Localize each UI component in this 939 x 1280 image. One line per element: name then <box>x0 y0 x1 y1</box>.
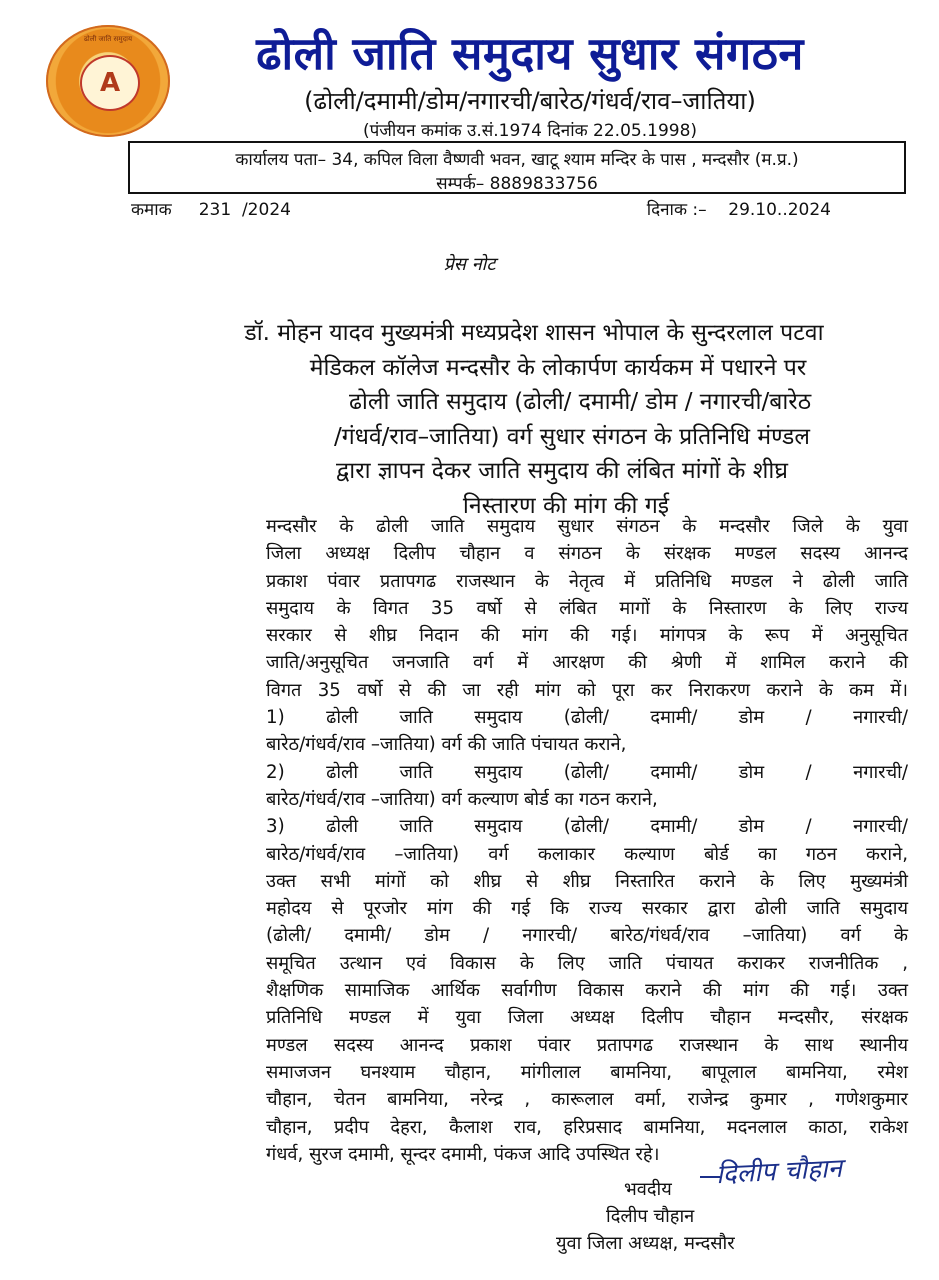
press-note-title: प्रेस नोट <box>443 254 496 275</box>
handwritten-signature: दिलीप चौहान <box>715 1153 843 1191</box>
body-line: चौहान, प्रदीप देहरा, कैलाश राव, हरिप्रसाद बामनिया, मदनलाल काठा, राकेश <box>266 1116 908 1138</box>
body-line: चौहान, चेतन बामनिया, नरेन्द्र , कारूलाल वर्मा, राजेन्द्र कुमार , गणेशकुमार <box>266 1089 908 1111</box>
list-item-continuation: बारेठ/गंधर्व/राव –जातिया) वर्ग की जाति पंचायत कराने, <box>266 734 627 756</box>
closing-salutation: भवदीय <box>624 1179 672 1200</box>
list-item-continuation: बारेठ/गंधर्व/राव –जातिया) वर्ग कल्याण बोर्ड का गठन कराने, <box>266 788 658 810</box>
reference-number: कमाक 231 /2024 <box>131 200 291 220</box>
list-item: 2) ढोली जाति समुदाय (ढोली/ दमामी/ डोम / नगारची/ <box>266 761 908 783</box>
headline-line: /गंधर्व/राव–जातिया) वर्ग सुधार संगठन के प्रतिनिधि मंण्डल <box>334 423 810 450</box>
reference-row <box>131 197 831 221</box>
body-line: गंधर्व, सुरज दमामी, सून्दर दमामी, पंकज आदि उपस्थित रहे। <box>266 1143 660 1165</box>
body-line: जाति/अनुसूचित जनजाति वर्ग में आरक्षण की श्रेणी में शामिल कराने की <box>266 652 908 674</box>
body-line: प्रतिनिधि मण्डल में युवा जिला अध्यक्ष दिलीप चौहान मन्दसौर, संरक्षक <box>266 1007 908 1029</box>
logo-emblem: A <box>80 55 140 111</box>
headline <box>160 316 908 523</box>
body-line: प्रकाश पंवार प्रतापगढ राजस्थान के नेतृत्व में प्रतिनिधि मण्डल ने ढोली जाति <box>266 570 908 592</box>
body-line: महोदय से पूरजोर मांग की गई कि राज्य सरकार द्वारा ढोली जाति समुदाय <box>266 898 908 920</box>
body-line: समुदाय के विगत 35 वर्षो से लंबित मागों के निस्तारण के लिए राज्य <box>266 597 908 619</box>
headline-line: ढोली जाति समुदाय (ढोली/ दमामी/ डोम / नगारची/बारेठ <box>348 389 812 415</box>
list-item: 1) ढोली जाति समुदाय (ढोली/ दमामी/ डोम / नगारची/ <box>266 707 908 729</box>
body-text <box>266 513 908 1168</box>
list-item: 3) ढोली जाति समुदाय (ढोली/ दमामी/ डोम / नगारची/ <box>266 816 908 838</box>
body-line: शैक्षणिक सामाजिक आर्थिक सर्वागीण विकास कराने की मांग की गई। उक्त <box>266 980 908 1002</box>
list-item-continuation: बारेठ/गंधर्व/राव –जातिया) वर्ग कलाकार कल्याण बोर्ड का गठन कराने, <box>266 843 908 865</box>
address-box <box>128 141 906 194</box>
body-line: मन्दसौर के ढोली जाति समुदाय सुधार संगठन के मन्दसौर जिले के युवा <box>266 516 908 537</box>
body-line: उक्त सभी मांगों को शीघ्र से शीघ्र निस्तारित कराने के लिए मुख्यमंत्री <box>266 870 908 892</box>
body-line: समूचित उत्थान एवं विकास के लिए जाति पंचायत कराकर राजनीतिक , <box>266 952 908 974</box>
registration-number: (पंजीयन कमांक उ.सं.1974 दिनांक 22.05.1998) <box>362 121 698 141</box>
signatory-designation: युवा जिला अध्यक्ष, मन्दसौर <box>556 1233 735 1254</box>
body-line: सरकार से शीघ्र निदान की मांग की गई। मांगपत्र के रूप में अनुसूचित <box>266 625 908 647</box>
body-line: विगत 35 वर्षो से की जा रही मांग को पूरा कर निराकरण कराने के कम में। <box>266 679 908 701</box>
body-line: (ढोली/ दमामी/ डोम / नगारची/ बारेठ/गंधर्व/राव –जातिया) वर्ग के <box>266 925 908 947</box>
body-line: मण्डल सदस्य आनन्द प्रकाश पंवार प्रतापगढ राजस्थान के साथ स्थानीय <box>266 1034 908 1056</box>
organization-logo <box>46 25 170 137</box>
headline-line: द्वारा ज्ञापन देकर जाति समुदाय की लंबित मांगों के शीघ्र <box>336 458 788 484</box>
reference-date: दिनाक :– 29.10..2024 <box>646 200 831 220</box>
organization-name: ढोली जाति समुदाय सुधार संगठन <box>256 27 804 80</box>
body-line: जिला अध्यक्ष दिलीप चौहान व संगठन के संरक्षक मण्डल सदस्य आनन्द <box>266 543 908 565</box>
headline-line: मेडिकल कॉलेज मन्दसौर के लोकार्पण कार्यकम में पधारने पर <box>309 354 807 381</box>
logo-ring-text: ढोली जाति समुदाय <box>83 35 133 43</box>
office-address: कार्यालय पता– 34, कपिल विला वैष्णवी भवन, खाटू श्याम मन्दिर के पास , मन्दसौर (म.प्र.) <box>235 150 799 170</box>
signatory-name: दिलीप चौहान <box>606 1206 695 1227</box>
headline-line: निस्तारण की मांग की गई <box>462 492 670 519</box>
body-line: समाजजन घनश्याम चौहान, मांगीलाल बामनिया, बापूलाल बामनिया, रमेश <box>266 1061 908 1083</box>
headline-line: डॉ. मोहन यादव मुख्यमंत्री मध्यप्रदेश शासन भोपाल के सुन्दरलाल पटवा <box>244 320 824 346</box>
organization-subtitle: (ढोली/दमामी/डोम/नगारची/बारेठ/गंधर्व/राव–जातिया) <box>304 87 756 115</box>
contact-number: सम्पर्क– 8889833756 <box>436 174 598 194</box>
